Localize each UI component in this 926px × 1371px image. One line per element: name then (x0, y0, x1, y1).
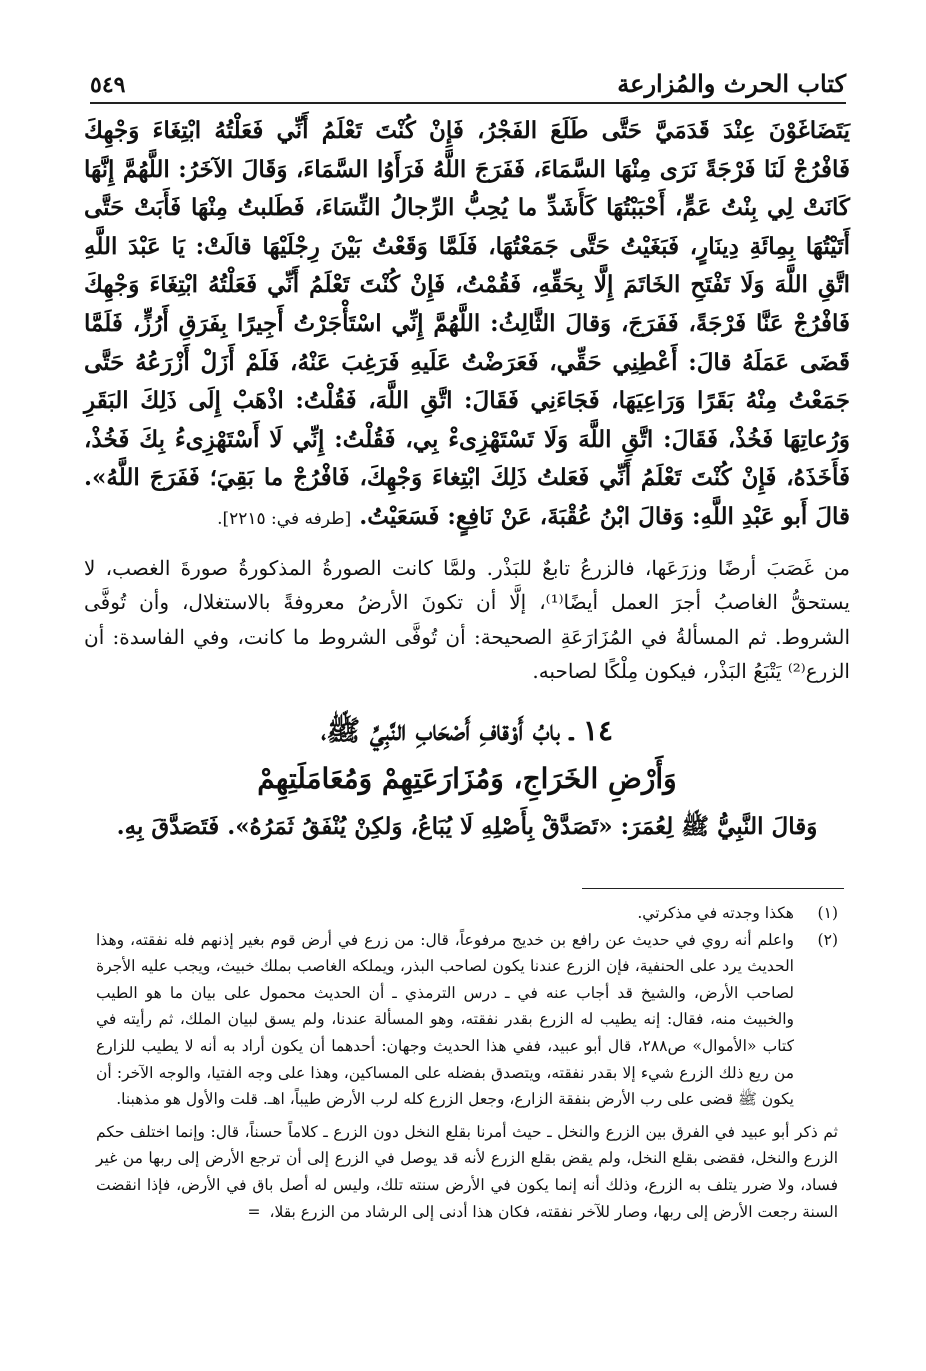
footnote-continuation-text: ثم ذكر أبو عبيد في الفرق بين الزرع والنخل ـ حيث أمرنا بقلع النخل دون الزرع ـ كلاماً حسناً، قال: وإنما اختلف حكم الزرع والنخل، فقضى بقلع النخل، ولم يقض بقلع الزرع لأنه قد يوصل في الزرع إلى أن ترجع الأرض إلى ربها من غير فساد، ولا ضرر يتلف به الزرع، وذلك أنه إنما يكون في الأرض سنته تلك، وليس له أصل باق في الأرض، فإذا انقضت السنة رجعت الأرض إلى ربها، وصار للآخر نفقته، فكان هذا أدنى إلى الرشاد من الزرع بقلا، (96, 1122, 838, 1221)
main-text (84, 112, 850, 847)
footnote-number: (٢) (817, 930, 838, 949)
hadith-paragraph (84, 112, 850, 539)
chapter-text: وَقالَ النَّبِيُّ ﷺ لِعُمَرَ: «تَصَدَّقْ بِأَصْلِهِ لَا يُبَاعُ، وَلكِنْ يُنْفَقُ ثَمَرُهُ». فَتَصَدَّقَ بِهِ. (116, 812, 818, 840)
continuation-mark: = (247, 1202, 261, 1221)
footnotes (96, 900, 838, 1225)
footnote-number: (١) (817, 904, 838, 922)
chapter-title-line-1: ١٤ ـ بابُ أَوْقافِ أَصْحَابِ النَّبِيِّ ﷺ، (320, 713, 614, 747)
footnote-1 (96, 900, 838, 927)
footnote-text: هكذا وجدته في مذكرتي. (637, 904, 794, 922)
commentary-paragraph: من غَصَبَ أرضًا وزرَعَها، فالزرعُ تابعٌ للبَذْر. ولمَّا كانت الصورةُ المذكورةُ صورةَ الغصب، لا يستحقُّ الغاصبُ أجرَ العمل أيضًا⁽¹⁾، إلَّا أن تكونَ الأرضُ معروفةً بالاستغلال، وأن تُوفَّى الشروط. ثم المسألةُ في المُزَارَعَةِ الصحيحة: أن تُوفَّى الشروط ما كانت، وفي الفاسدة: أن الزرع⁽²⁾ يَتْبَعُ البَذْر، فيكون مِلْكًا لصاحبه. (84, 555, 850, 684)
cross-reference: [طرفه في: ٢٢١٥]. (217, 508, 352, 529)
page-header (90, 62, 846, 104)
hadith-text: يَتَضَاغَوْنَ عِنْدَ قَدَمَيَّ حَتَّى طَلَعَ الفَجْرُ، فَإِنْ كُنْتَ تَعْلَمُ أَنِّي فَعَلْتُهُ ابْتِغَاءَ وَجْهِكَ فَافْرُجْ لَنَا فَرْجَةً نَرَى مِنْهَا السَّمَاءَ، فَفَرَجَ اللَّهُ فَرَأَوُا السَّمَاءَ، وَقَالَ الآخَرُ: اللَّهُمَّ إِنَّهَا كَانَتْ لِي بِنْتُ عَمٍّ، أَحْبَبْتُهَا كَأَشَدِّ ما يُحِبُّ الرِّجالُ النِّسَاءَ، فَطَلبتُ مِنْهَا فَأَبَتْ حَتَّى أَتَيْتُهَا بِمِائَةِ دِينَارٍ، فَبَغَيْتُ حَتَّى جَمَعْتُهَا، فَلَمَّا وَقَعْتُ بَيْنَ رِجْلَيْهَا قالَتْ: يَا عَبْدَ اللَّهِ اتَّقِ اللَّهَ وَلَا تَفْتَحِ الخَاتَمَ إِلَّا بِحَقِّهِ، فَقُمْتُ، فَإِنْ كُنْتَ تَعْلَمُ أَنِّي فَعَلْتُهُ ابْتِغَاءَ وَجْهِكَ فَافْرُجْ عَنَّا فَرْجَةً، فَفَرَجَ، وَقالَ الثَّالِثُ: اللَّهُمَّ إِنِّي اسْتَأْجَرْتُ أَجِيرًا بِفَرَقِ أَرُزٍّ، فَلَمَّا قَضَى عَمَلَهُ قالَ: أَعْطِنِي حَقِّي، فَعَرَضْتُ عَلَيهِ فَرَغِبَ عَنْهُ، فَلَمْ أَزَلْ أَزْرَعُهُ حَتَّى جَمَعْتُ مِنْهُ بَقَرًا وَرَاعِيَهَا، فَجَاءَنِي فَقَالَ: اتَّقِ اللَّهَ، فَقُلْتُ: اذْهَبْ إِلَى ذَلِكَ البَقَرِ وَرُعاتِهَا فَخُذْ، فَقَالَ: اتَّقِ اللَّهَ وَلَا تَسْتَهْزِىءْ بِي، فَقُلْتُ: إِنِّي لَا أَسْتَهْزِىءُ بِكَ فَخُذْ، فَأَخَذَهُ، فَإِنْ كُنْتَ تَعْلَمُ أَنِّي فَعَلتُ ذَلِكَ ابْتِغاءَ وَجْهِكَ، فَافْرُجْ ما بَقِيَ؛ فَفَرَجَ اللَّهُ». قالَ أَبو عَبْدِ اللَّهِ: وَقالَ ابْنُ عُقْبَةَ، عَنْ نَافِعٍ: فَسَعَيْتُ. (84, 117, 850, 530)
footnote-2 (96, 927, 838, 1113)
page-number: ٥٤٩ (90, 72, 126, 98)
chapter-heading (84, 707, 850, 803)
footnote-text: واعلم أنه روي في حديث عن رافع بن خديج مرفوعاً، قال: من زرع في أرض قوم بغير إذنهم فله نفقته، وهذا الحديث يرد على الحنفية، فإن الزرع عندنا يكون لصاحب البذر، ويملكه الغاصب بملك خبيث، ويجب عليه الأجرة لصاحب الأرض، والشيخ قد أجاب عنه في ـ درس الترمذي ـ أن الحديث محمول على بيان ما هو الطيب والخبيث منه، فقال: إنه يطيب له الزرع بقدر نفقته، وهو المسألة عندنا، ولم يسق لبيان الملك، ثم رأيته في كتاب «الأموال» ص٢٨٨، قال أبو عبيد، ففي هذا الحديث وجهان: أحدهما أن يكون أراد به أنه لا يطيب للزارع من ريع ذلك الزرع شيء إلا بقدر نفقته، ويتصدق بفضله على المساكين، وهذا على وجه الفتيا، والوجه الآخر: أن يكون ﷺ قضى على رب الأرض بنفقة الزارع، وجعل الزرع كله لرب الأرض طيباً، اهـ. قلت والأول هو مذهبنا. (96, 930, 794, 1109)
book-title: كتاب الحرث والمُزارعة (617, 69, 846, 98)
chapter-title-line-2: وَأَرْضِ الخَرَاجِ، وَمُزَارَعَتِهِمْ وَمُعَامَلَتِهِمْ (257, 761, 677, 795)
footnote-continuation (96, 1119, 838, 1225)
footnote-separator (582, 888, 844, 889)
